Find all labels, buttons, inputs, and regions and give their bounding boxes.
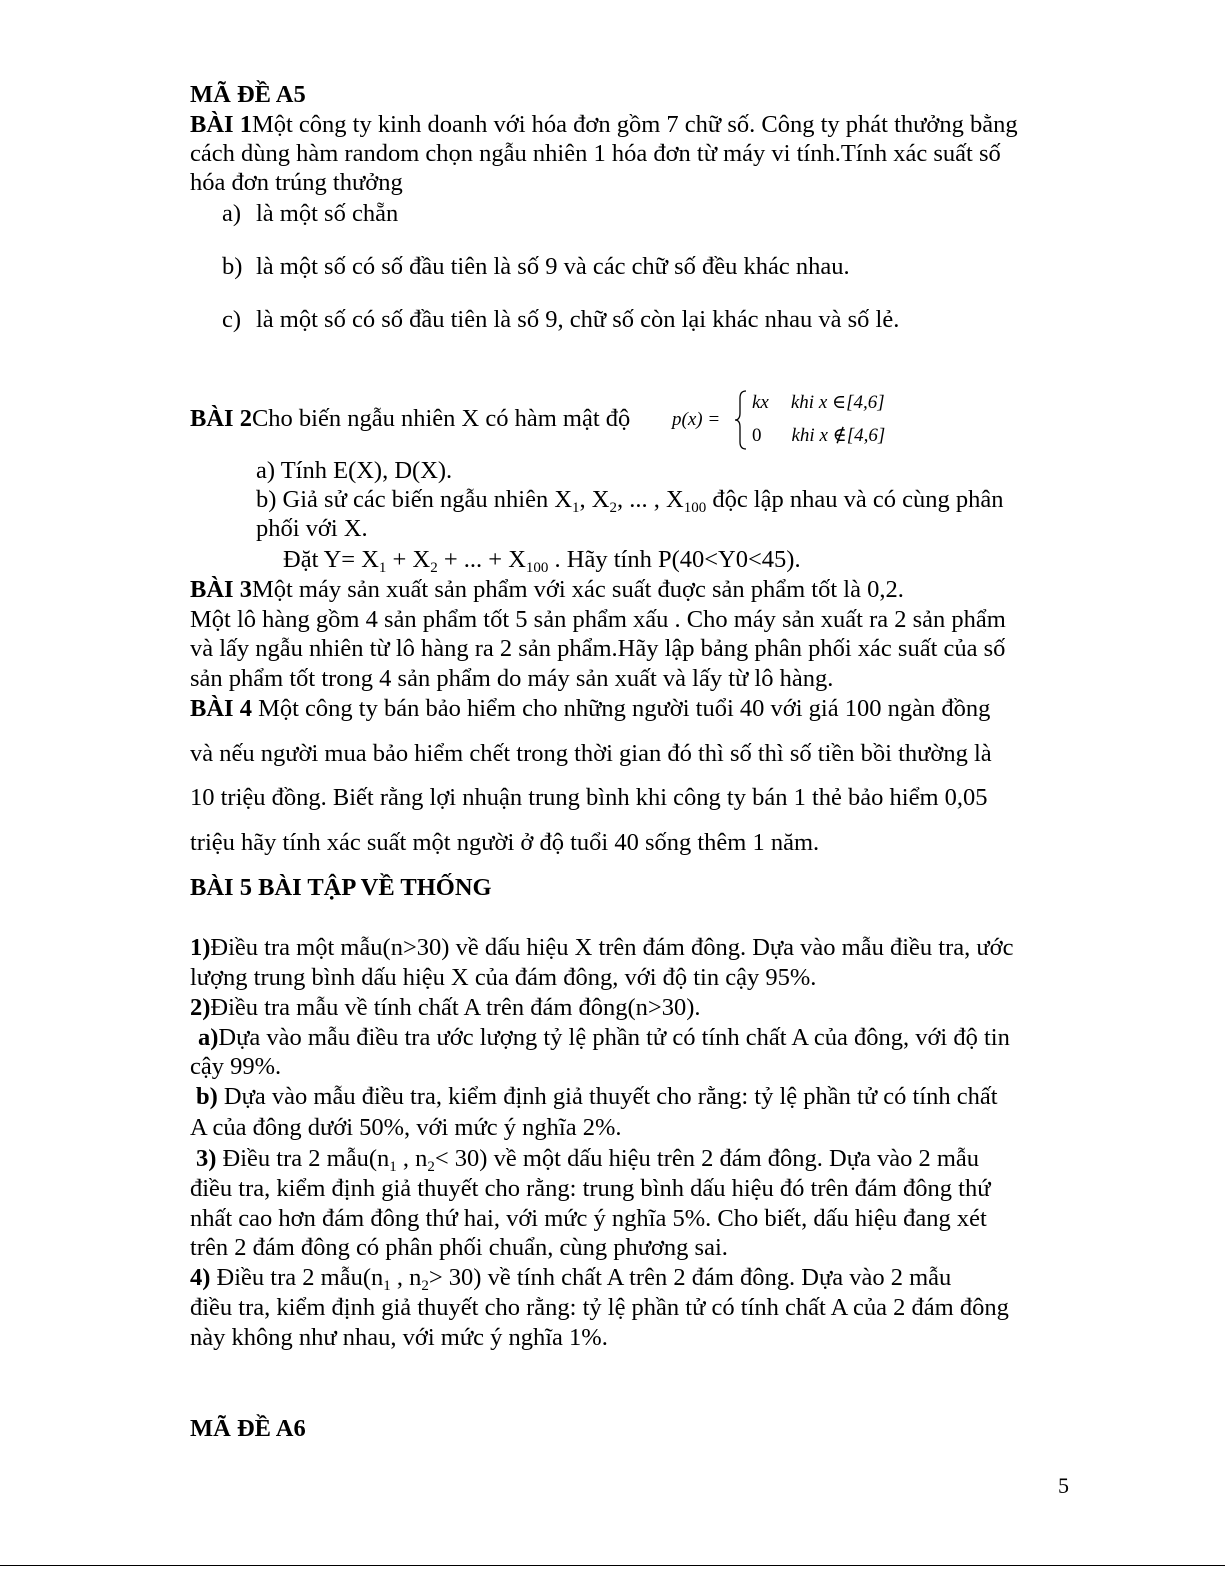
- bai4-line-2: và nếu người mua bảo hiểm chết trong thời gian đó thì số thì số tiền bồi thường là: [190, 740, 992, 767]
- bai5-q2b-line-2: A của đông dưới 50%, với mức ý nghĩa 2%.: [190, 1114, 622, 1141]
- bai1-line-2: cách dùng hàm random chọn ngẫu nhiên 1 hóa đơn từ máy vi tính.Tính xác suất số: [190, 140, 1001, 167]
- bai5-q1-line-2: lượng trung bình dấu hiệu X của đám đông, với độ tin cậy 95%.: [190, 964, 817, 991]
- bai5-q2b-line-1: b) Dựa vào mẫu điều tra, kiểm định giả thuyết cho rằng: tỷ lệ phần tử có tính chất: [196, 1083, 998, 1110]
- heading-a5: MÃ ĐỀ A5: [190, 81, 306, 108]
- bai3-line-3: và lấy ngẫu nhiên từ lô hàng ra 2 sản phẩm.Hãy lập bảng phân phối xác suất của số: [190, 635, 1006, 662]
- bai5-q3-line-1: 3) Điều tra 2 $mẫu(n_1$ , $n_2< 30$) về một dấu hiệu trên 2 đám đông. Dựa vào 2 mẫu: [196, 1145, 980, 1175]
- bai5-q3-line-3: nhất cao hơn đám đông thứ hai, với mức ý nghĩa 5%. Cho biết, dấu hiệu đang xét: [190, 1205, 987, 1232]
- bai5-q1-line-1: 1)Điều tra một mẫu(n>30) về dấu hiệu X trên đám đông. Dựa vào mẫu điều tra, ước: [190, 934, 1014, 961]
- bai5-title: BÀI 5 BÀI TẬP VỀ THỐNG: [190, 874, 492, 901]
- bai5-q2a-line-1: a)Dựa vào mẫu điều tra ước lượng tỷ lệ phần tử có tính chất A của đông, với độ tin: [198, 1024, 1010, 1051]
- bai4-label: BÀI 4: [190, 695, 252, 722]
- bai5-q4-line-2: điều tra, kiểm định giả thuyết cho rằng: tỷ lệ phần tử có tính chất A của 2 đám đông: [190, 1294, 1009, 1321]
- bai2-label: BÀI 2: [190, 405, 252, 432]
- bai1-line-3: hóa đơn trúng thưởng: [190, 169, 403, 196]
- formula-row-2: 0 khi x ∉[4,6]: [752, 425, 886, 446]
- bai5-q4-line-1: 4) Điều tra 2 $mẫu(n_1$ , $n_2> 30$) về tính chất A trên 2 đám đông. Dựa vào 2 mẫu: [190, 1264, 952, 1294]
- formula-lhs: p(x) =: [672, 409, 721, 430]
- bai1-line-1: BÀI 1Một công ty kinh doanh với hóa đơn gồm 7 chữ số. Công ty phát thưởng bằng: [190, 111, 1018, 138]
- bai2-y-definition: Đặt $Y= X_1 + X_2$ + ... + $X_{100}$ . Hãy tính P(40<Y0<45).: [283, 546, 801, 576]
- bai3-line-2: Một lô hàng gồm 4 sản phẩm tốt 5 sản phẩm xấu . Cho máy sản xuất ra 2 sản phẩm: [190, 606, 1006, 633]
- bai5-q3-line-2: điều tra, kiểm định giả thuyết cho rằng: trung bình dấu hiệu đó trên đám đông thứ: [190, 1175, 991, 1202]
- bai5-q2-line: 2)Điều tra mẫu về tính chất A trên đám đông(n>30).: [190, 994, 701, 1021]
- bai1-label: BÀI 1: [190, 111, 252, 138]
- bai2-part-b-line-2: phối với X.: [256, 515, 368, 542]
- density-formula: [672, 389, 912, 451]
- bai3-line-4: sản phẩm tốt trong 4 sản phẩm do máy sản xuất và lấy từ lô hàng.: [190, 665, 834, 692]
- bai2-part-a: a) Tính E(X), D(X).: [256, 457, 453, 484]
- bai4-line-3: 10 triệu đồng. Biết rằng lợi nhuận trung bình khi công ty bán 1 thẻ bảo hiểm 0,05: [190, 784, 988, 811]
- formula-row-1: kx khi x ∈[4,6]: [752, 392, 885, 413]
- bai2-part-b-line-1: b) Giả sử các biến ngẫu nhiên $X_1$, $X_2$, ... , $X_{100}$ độc lập nhau và có cùng phân: [256, 486, 1004, 516]
- bai1-item-b: b) là một số có số đầu tiên là số 9 và các chữ số đều khác nhau.: [222, 253, 850, 280]
- bai1-item-c: c) là một số có số đầu tiên là số 9, chữ số còn lại khác nhau và số lẻ.: [222, 306, 900, 333]
- left-brace-icon: [734, 389, 748, 451]
- bai2-intro: BÀI 2Cho biến ngẫu nhiên X có hàm mật độ: [190, 405, 631, 432]
- bai5-q3-line-4: trên 2 đám đông có phân phối chuẩn, cùng phương sai.: [190, 1234, 728, 1261]
- bai3-label: BÀI 3: [190, 576, 252, 603]
- bai5-q2a-line-2: cậy 99%.: [190, 1053, 282, 1080]
- page-number: 5: [1058, 1473, 1069, 1498]
- page-bottom-divider: [0, 1565, 1225, 1566]
- bai5-q4-line-3: này không như nhau, với mức ý nghĩa 1%.: [190, 1324, 608, 1351]
- bai1-item-a: a) là một số chẵn: [222, 200, 399, 227]
- bai4-line-4: triệu hãy tính xác suất một người ở độ tuổi 40 sống thêm 1 năm.: [190, 829, 820, 856]
- bai4-line-1: BÀI 4 Một công ty bán bảo hiểm cho những người tuổi 40 với giá 100 ngàn đồng: [190, 695, 991, 722]
- bai3-line-1: BÀI 3Một máy sản xuất sản phẩm với xác suất đuợc sản phẩm tốt là 0,2.: [190, 576, 904, 603]
- heading-a6: MÃ ĐỀ A6: [190, 1415, 306, 1442]
